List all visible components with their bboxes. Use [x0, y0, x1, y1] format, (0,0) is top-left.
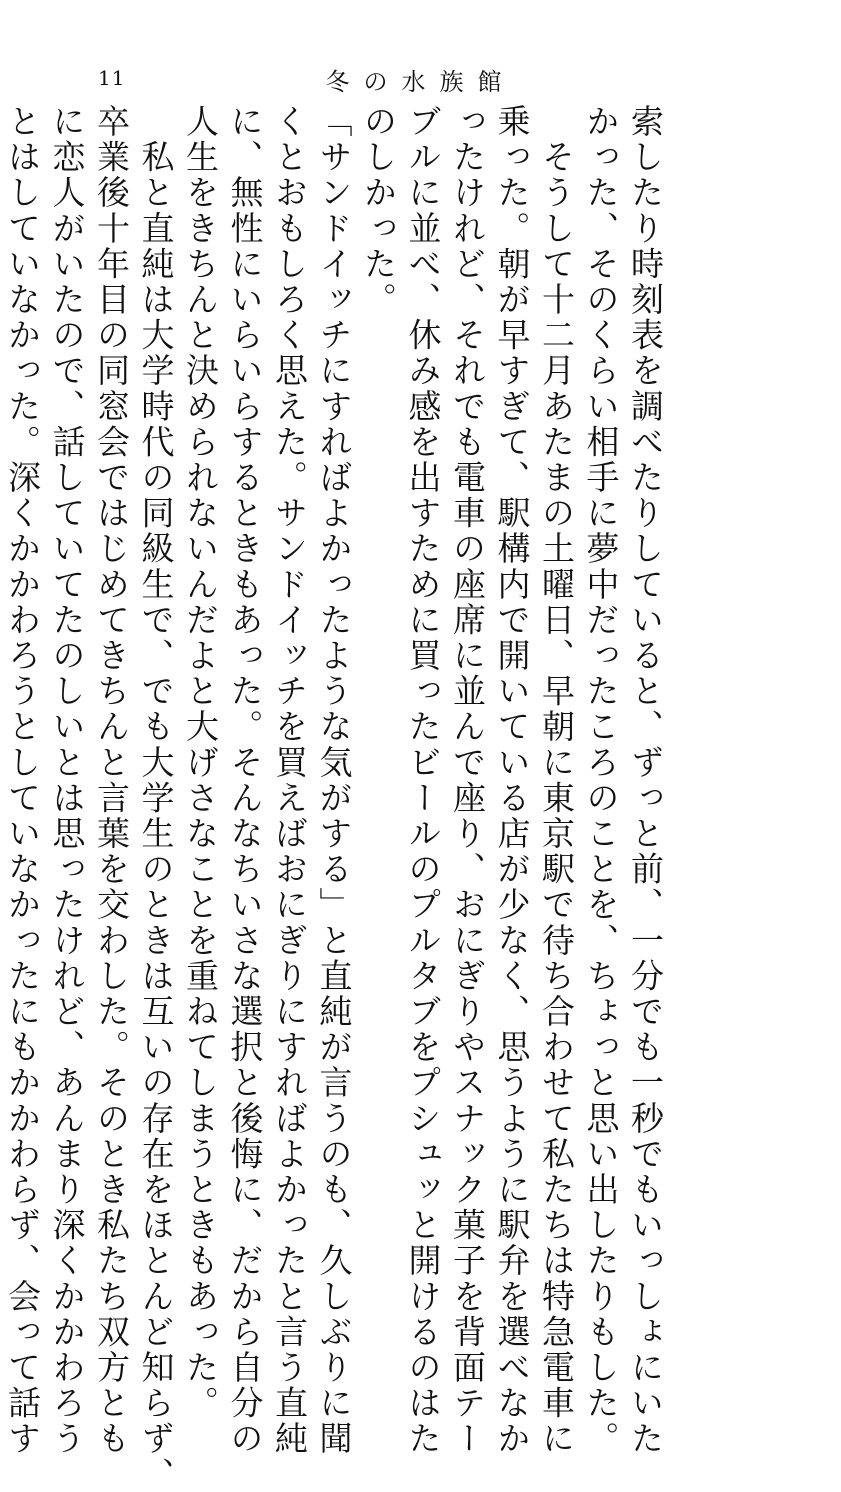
text-line: そうして十二月あたまの土曜日、早朝に東京駅で待ち合わせて私たちは特急電車に	[537, 104, 576, 1457]
text-line: ブルに並べ、休み感を出すために買ったビールのプルタブをプシュッと開けるのはた	[403, 104, 443, 1457]
text-line: とはしていなかった。深くかかわろうとしていなかったにもかかわらず、会って話す	[3, 104, 42, 1457]
text-line: 乗った。朝が早すぎて、駅構内で開いている店が少なく、思うように駅弁を選べなか	[492, 104, 532, 1457]
body-text	[3, 104, 756, 1492]
text-line: に、無性にいらいらするときもあった。そんなちいさな選択と後悔に、だから自分の	[225, 104, 265, 1457]
text-line: かった、そのくらい相手に夢中だったころのことを、ちょっと思い出したりもした。	[581, 104, 621, 1457]
text-line: に恋人がいたので、話していてたのしいとは思ったけれど、あんまり深くかかわろう	[47, 104, 87, 1457]
text-line: くとおもしろく思えた。サンドイッチを買えばおにぎりにすればよかったと言う直純	[270, 104, 309, 1457]
text-line: 「サンドイッチにすればよかったような気がする」と直純が言うのも、久しぶりに聞	[314, 104, 354, 1457]
page-number: 11	[98, 66, 126, 90]
text-line: 索したり時刻表を調べたりしていると、ずっと前、一分でも一秒でもいっしょにいた	[626, 104, 665, 1457]
text-line: 私と直純は大学時代の同級生で、でも大学生のときは互いの存在をほとんど知らず、	[136, 104, 176, 1492]
text-line: のしかった。	[359, 104, 398, 318]
running-title: 冬の水族館	[325, 68, 516, 96]
text-line: ったけれど、それでも電車の座席に並んで座り、おにぎりやスナック菓子を背面テー	[448, 104, 487, 1457]
text-line: 人生をきちんと決められないんだよと大げさなことを重ねてしまうときもあった。	[181, 104, 220, 1422]
text-line: 卒業後十年目の同窓会ではじめてきちんと言葉を交わした。そのとき私たち双方とも	[92, 104, 131, 1457]
